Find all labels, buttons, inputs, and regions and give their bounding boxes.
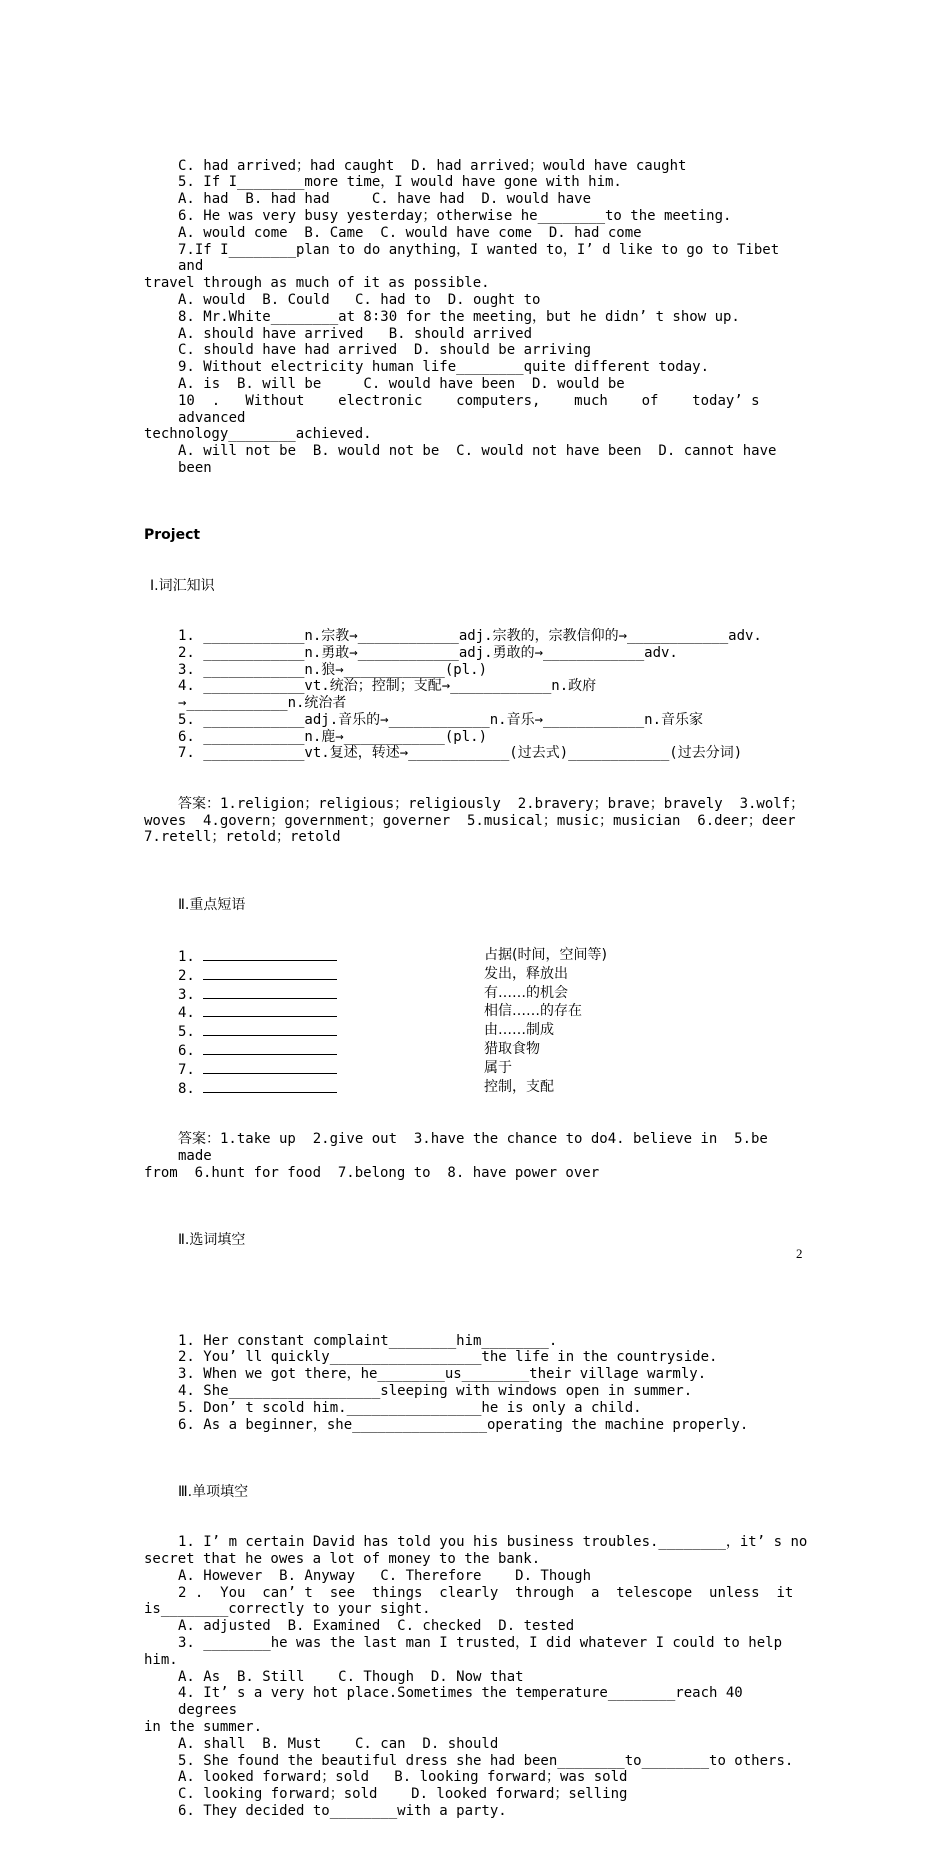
phrase-exercise [144, 947, 808, 1097]
fill-exercise [144, 1333, 808, 1434]
phrase-meaning: 由……制成 [484, 1022, 554, 1039]
question-line: A. had B. had had C. have had D. would have [178, 191, 592, 208]
question-line: 5. If I________more time，I would have gone with him. [178, 174, 622, 191]
question-line: 9. Without electricity human life________quite different today. [178, 359, 710, 376]
mc-line: A. As B. Still C. Though D. Now that [178, 1668, 524, 1685]
question-line: 8. Mr.White________at 8∶30 for the meeting，but he didn’ t show up. [178, 308, 740, 325]
vocab-line: 3. ____________n.狼→____________(pl.) [178, 661, 488, 678]
fill-line: 2. You’ ll quickly__________________the life in the countryside. [178, 1349, 718, 1366]
phrase-meaning: 属于 [484, 1059, 512, 1076]
phrase-blank[interactable] [203, 1041, 337, 1055]
phrase-blank[interactable] [203, 1079, 337, 1093]
question-line: travel through as much of it as possible. [144, 275, 490, 292]
phrase-number: 3. [178, 986, 204, 1003]
phrase-row [144, 1060, 808, 1079]
question-line: 7.If I________plan to do anything，I wanted to，I’ d like to go to Tibet and [178, 241, 788, 275]
mc-line: in the summer. [144, 1718, 263, 1735]
phrase-row [144, 947, 808, 966]
phrase-blank[interactable] [203, 1022, 337, 1036]
mc-line: 6. They decided to________with a party. [178, 1802, 507, 1819]
answer-line: from 6.hunt for food 7.belong to 8. have power over [144, 1164, 600, 1181]
mc-line: 1. I’ m certain David has told you his business troubles.________，it’ s no [178, 1534, 808, 1551]
question-line: technology________achieved. [144, 426, 372, 443]
vocab-line: 6. ____________n.鹿→____________(pl.) [178, 728, 488, 745]
mc-line: A. adjusted B. Examined C. checked D. tested [178, 1618, 575, 1635]
phrase-row [144, 1041, 808, 1060]
mc-line: C. looking forward；sold D. looked forward；selling [178, 1786, 628, 1803]
fill-line: 3. When we got there，he________us________their village warmly. [178, 1366, 707, 1383]
fill-line: 5. Don’ t scold him.________________he is only a child. [178, 1399, 642, 1416]
phrase-number: 1. [178, 949, 204, 966]
phrase-number: 7. [178, 1061, 204, 1078]
phrase-meaning: 控制，支配 [484, 1078, 554, 1095]
mc-line: 5. She found the beautiful dress she had been________to________to others. [178, 1752, 794, 1769]
phrase-blank[interactable] [203, 985, 337, 999]
page-content [144, 124, 808, 1853]
question-line: 10 . Without electronic computers, much of today’ s advanced [178, 392, 794, 426]
phrase-number: 6. [178, 1043, 204, 1060]
fill-line: 1. Her constant complaint________him________. [178, 1332, 558, 1349]
mc-heading: Ⅲ.单项填空 [178, 1483, 249, 1500]
phrase-number: 2. [178, 967, 204, 984]
page-number: 2 [796, 1246, 803, 1261]
answer-line: woves 4.govern；government；governer 5.musical；music；musician 6.deer；deer [144, 812, 796, 829]
vocab-exercise [144, 628, 808, 762]
question-line: A. is B. will be C. would have been D. would be [178, 375, 625, 392]
intro-questions [144, 158, 808, 477]
phrase-answers [144, 1131, 808, 1181]
phrase-row [144, 1022, 808, 1041]
phrase-meaning: 相信……的存在 [484, 1003, 582, 1020]
fill-heading: Ⅱ.选词填空 [178, 1231, 246, 1248]
phrase-meaning: 占据(时间，空间等) [484, 947, 607, 964]
question-line: C. should have had arrived D. should be arriving [178, 342, 592, 359]
mc-line: 4. It’ s a very hot place.Sometimes the temperature________reach 40 degrees [178, 1685, 752, 1719]
vocab-line: 2. ____________n.勇敢→____________adj.勇敢的→____________adv. [178, 644, 678, 661]
phrase-blank[interactable] [203, 966, 337, 980]
phrase-row [144, 1003, 808, 1022]
fill-line: 6. As a beginner，she________________operating the machine properly. [178, 1416, 749, 1433]
mc-line: him. [144, 1651, 178, 1668]
mc-line: A. shall B. Must C. can D. should [178, 1735, 499, 1752]
mc-line: secret that he owes a lot of money to the bank. [144, 1550, 541, 1567]
mc-line: 3. ________he was the last man I trusted，I did whatever I could to help [178, 1634, 783, 1651]
question-line: A. would come B. Came C. would have come D. had come [178, 224, 642, 241]
vocab-line: 7. ____________vt.复述，转述→____________(过去式)____________(过去分词) [178, 745, 743, 762]
phrase-number: 5. [178, 1024, 204, 1041]
mc-line: A. However B. Anyway C. Therefore D. Though [178, 1567, 592, 1584]
phrase-number: 4. [178, 1005, 204, 1022]
phrase-blank[interactable] [203, 947, 337, 961]
mc-line: A. looked forward；sold B. looking forward；was sold [178, 1769, 628, 1786]
phrase-blank[interactable] [203, 1060, 337, 1074]
answer-line: 答案：1.religion；religious；religiously 2.bravery；brave；bravely 3.wolf； [178, 795, 805, 812]
question-line: 6. He was very busy yesterday；otherwise he________to the meeting. [178, 207, 732, 224]
phrase-meaning: 发出，释放出 [484, 965, 568, 982]
fill-line: 4. She__________________sleeping with windows open in summer. [178, 1382, 693, 1399]
question-line: A. should have arrived B. should arrived [178, 325, 533, 342]
phrase-row [144, 985, 808, 1004]
vocab-heading: Ⅰ.词汇知识 [150, 577, 215, 594]
phrase-meaning: 猎取食物 [484, 1041, 540, 1058]
vocab-line: 4. ____________vt.统治；控制；支配→____________n.政府 [178, 678, 597, 695]
answer-line: 答案：1.take up 2.give out 3.have the chance to do4. believe in 5.be made [178, 1131, 777, 1164]
phrase-row [144, 1079, 808, 1098]
answer-line: 7.retell；retold；retold [144, 829, 341, 846]
mc-exercise [144, 1534, 808, 1820]
question-line: C. had arrived；had caught D. had arrived；would have caught [178, 157, 687, 174]
question-line: A. would B. Could C. had to D. ought to [178, 291, 541, 308]
phrase-number: 8. [178, 1080, 204, 1097]
phrase-heading: Ⅱ.重点短语 [178, 896, 246, 913]
vocab-line: 5. ____________adj.音乐的→____________n.音乐→____________n.音乐家 [178, 711, 704, 728]
vocab-line: 1. ____________n.宗教→____________adj.宗教的，宗教信仰的→____________adv. [178, 627, 762, 644]
vocab-line: →____________n.统治者 [178, 695, 347, 712]
phrase-row [144, 966, 808, 985]
mc-line: 2 . You can’ t see things clearly through a telescope unless it [178, 1584, 794, 1601]
phrase-meaning: 有……的机会 [484, 984, 568, 1001]
question-line: A. will not be B. would not be C. would not have been D. cannot have been [178, 443, 785, 476]
vocab-answers [144, 796, 808, 846]
mc-line: is________correctly to your sight. [144, 1601, 431, 1618]
project-heading: Project [144, 527, 201, 544]
phrase-blank[interactable] [203, 1003, 337, 1017]
